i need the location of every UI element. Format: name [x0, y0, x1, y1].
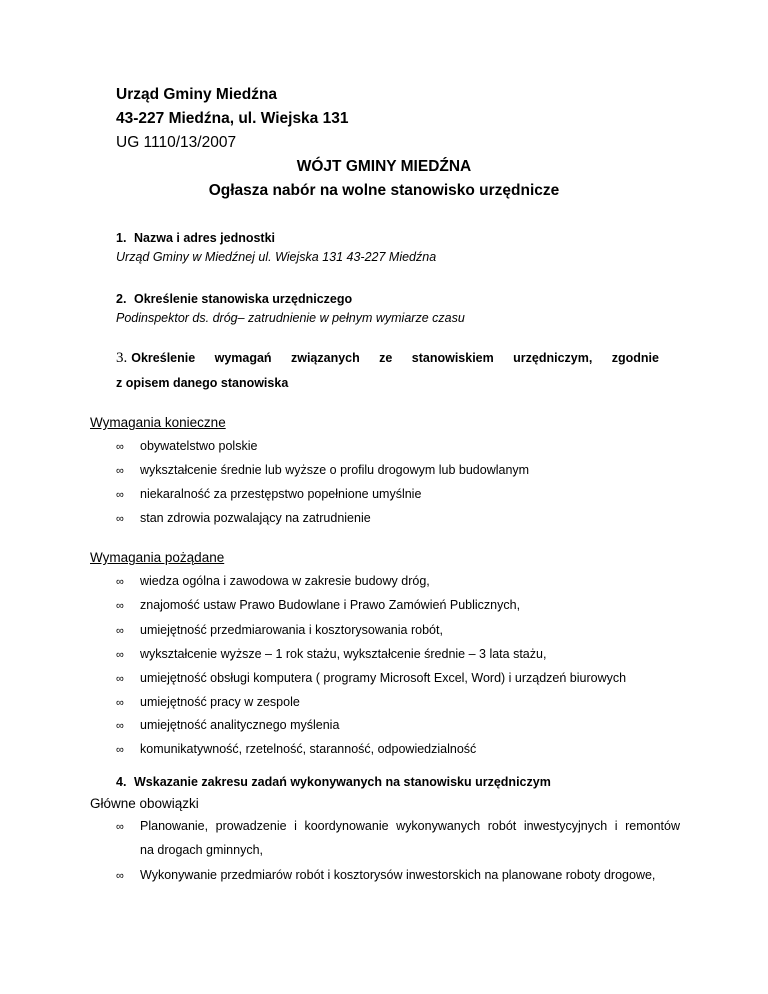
- reference-number: UG 1110/13/2007: [116, 134, 237, 151]
- duty-item-1-line-2: na drogach gminnych,: [140, 843, 263, 857]
- infinity-bullet-icon: ∞: [116, 673, 124, 685]
- desired-item-1: wiedza ogólna i zawodowa w zakresie budowy dróg,: [140, 574, 430, 588]
- section-3-word-4: ze: [379, 351, 393, 365]
- infinity-bullet-icon: ∞: [116, 465, 124, 477]
- section-1-number: 1.: [116, 231, 127, 245]
- office-address: 43-227 Miedźna, ul. Wiejska 131: [116, 110, 349, 127]
- infinity-bullet-icon: ∞: [116, 513, 124, 525]
- section-1-heading: [116, 231, 275, 245]
- desired-heading: Wymagania pożądane: [90, 550, 225, 565]
- section-4-title: Wskazanie zakresu zadań wykonywanych na stanowisku urzędniczym: [134, 775, 551, 789]
- desired-item-4: wykształcenie wyższe – 1 rok stażu, wykształcenie średnie – 3 lata stażu,: [140, 647, 547, 661]
- infinity-bullet-icon: ∞: [116, 697, 124, 709]
- document-subtitle: Ogłasza nabór na wolne stanowisko urzędnicze: [208, 182, 560, 199]
- infinity-bullet-icon: ∞: [116, 870, 124, 882]
- section-4-number: 4.: [116, 775, 127, 789]
- infinity-bullet-icon: ∞: [116, 600, 124, 612]
- required-item-2: wykształcenie średnie lub wyższe o profilu drogowym lub budowlanym: [140, 463, 530, 477]
- desired-item-5: umiejętność obsługi komputera ( programy Microsoft Excel, Word) i urządzeń biurowych: [140, 671, 627, 685]
- section-1-title: Nazwa i adres jednostki: [134, 231, 276, 245]
- section-2-title: Określenie stanowiska urzędniczego: [134, 292, 353, 306]
- infinity-bullet-icon: ∞: [116, 489, 124, 501]
- section-2-number: 2.: [116, 292, 127, 306]
- desired-item-6: umiejętność pracy w zespole: [140, 695, 300, 709]
- section-4-heading: [116, 775, 551, 789]
- infinity-bullet-icon: ∞: [116, 821, 124, 833]
- infinity-bullet-icon: ∞: [116, 720, 124, 732]
- section-3-number: 3.: [116, 350, 128, 366]
- infinity-bullet-icon: ∞: [116, 649, 124, 661]
- section-3-word-5: stanowiskiem: [411, 351, 494, 365]
- section-3-word-1: 3. Określenie: [116, 350, 196, 366]
- section-3-heading-line-2: z opisem danego stanowiska: [116, 376, 289, 390]
- required-heading: Wymagania konieczne: [90, 415, 226, 430]
- section-3-word-6: urzędniczym,: [513, 351, 593, 365]
- infinity-bullet-icon: ∞: [116, 625, 124, 637]
- duty-item-1-line-1: Planowanie, prowadzenie i koordynowanie wykonywanych robót inwestycyjnych i remontów: [140, 819, 680, 833]
- section-3-word-3: związanych: [290, 351, 360, 365]
- duty-item-2: Wykonywanie przedmiarów robót i kosztorysów inwestorskich na planowane roboty drogowe,: [140, 868, 656, 882]
- duties-heading: Główne obowiązki: [90, 796, 199, 811]
- infinity-bullet-icon: ∞: [116, 576, 124, 588]
- required-item-4: stan zdrowia pozwalający na zatrudnienie: [140, 511, 371, 525]
- desired-item-7: umiejętność analitycznego myślenia: [140, 718, 340, 732]
- section-1-body: Urząd Gminy w Miedźnej ul. Wiejska 131 43-227 Miedźna: [116, 250, 437, 264]
- section-3-word-7: zgodnie: [611, 351, 659, 365]
- desired-item-2: znajomość ustaw Prawo Budowlane i Prawo Zamówień Publicznych,: [140, 598, 521, 612]
- required-item-3: niekaralność za przestępstwo popełnione umyślnie: [140, 487, 422, 501]
- required-item-1: obywatelstwo polskie: [140, 439, 258, 453]
- infinity-bullet-icon: ∞: [116, 744, 124, 756]
- section-2-heading: [116, 292, 352, 306]
- section-3-heading: [116, 350, 659, 367]
- infinity-bullet-icon: ∞: [116, 441, 124, 453]
- document-title: WÓJT GMINY MIEDŹNA: [296, 158, 472, 175]
- section-2-body: Podinspektor ds. dróg– zatrudnienie w pełnym wymiarze czasu: [116, 311, 465, 325]
- section-3-word-2: wymagań: [214, 351, 272, 365]
- desired-item-3: umiejętność przedmiarowania i kosztorysowania robót,: [140, 623, 443, 637]
- desired-item-8: komunikatywność, rzetelność, staranność, odpowiedzialność: [140, 742, 477, 756]
- office-name: Urząd Gminy Miedźna: [116, 86, 278, 103]
